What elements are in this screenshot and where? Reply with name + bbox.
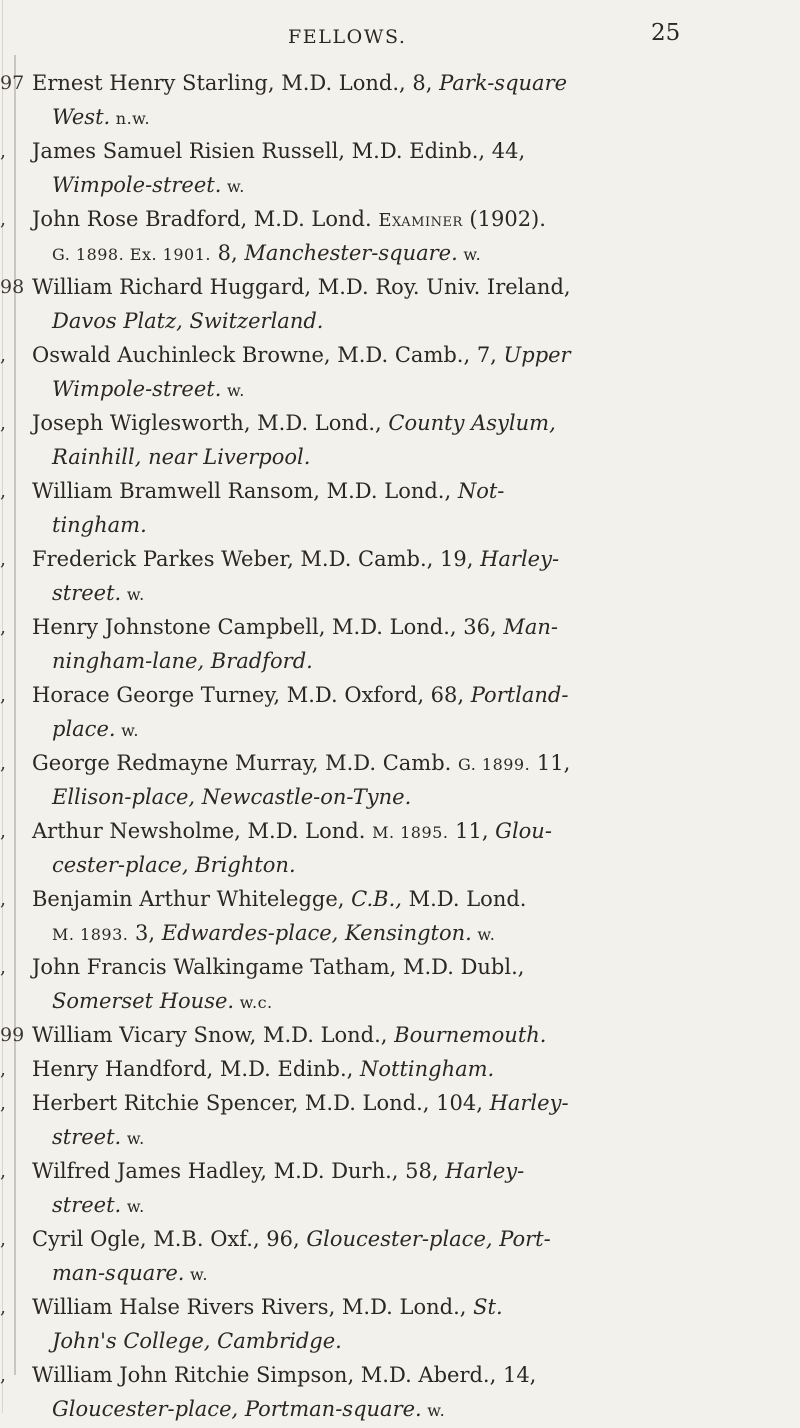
entry-line-continued [0, 1120, 800, 1154]
entry-text: Bournemouth. [394, 1023, 547, 1047]
entry-text: William Vicary Snow, M.D. Lond., [32, 1023, 395, 1047]
entry-text: w.c. [234, 993, 273, 1012]
entry-line-first [0, 406, 800, 440]
entry-text: William John Ritchie Simpson, M.D. Aberd., 14, [32, 1363, 537, 1387]
entry-text: cester-place, Brighton. [52, 853, 296, 877]
year-marker: , [0, 616, 7, 638]
entry-text: tingham. [52, 513, 147, 537]
entry-line-continued [0, 1188, 800, 1222]
entry-text: ningham-lane, Bradford. [52, 649, 313, 673]
entry-text: St. [473, 1295, 503, 1319]
entry-line-continued [0, 984, 800, 1018]
year-marker: , [0, 1364, 7, 1386]
entry-line-continued [0, 780, 800, 814]
entry-text: Frederick Parkes Weber, M.D. Camb., 19, [32, 547, 481, 571]
entry-line-first [0, 1086, 800, 1120]
fellow-entry [0, 338, 800, 406]
fellows-list [0, 66, 800, 1426]
entry-line-continued [0, 100, 800, 134]
entry-line-continued [0, 1256, 800, 1290]
entry-line-first [0, 1154, 800, 1188]
entry-text: Wimpole-street. [52, 173, 222, 197]
year-marker: , [0, 820, 7, 842]
year-marker: , [0, 1058, 7, 1080]
entry-text: Henry Handford, M.D. Edinb., [32, 1057, 360, 1081]
entry-text: w. [221, 177, 245, 196]
entry-line-first [0, 202, 800, 236]
entry-text: w. [121, 1129, 145, 1148]
entry-text: Manchester-square. [244, 241, 458, 265]
entry-line-continued [0, 1392, 800, 1426]
entry-line-continued [0, 916, 800, 950]
year-marker: , [0, 480, 7, 502]
entry-text: Herbert Ritchie Spencer, M.D. Lond., 104, [32, 1091, 490, 1115]
entry-text: man-square. [52, 1261, 185, 1285]
entry-line-first [0, 950, 800, 984]
entry-text: Portland- [470, 683, 569, 707]
entry-text: George Redmayne Murray, M.D. Camb. [32, 751, 458, 775]
entry-line-continued [0, 576, 800, 610]
entry-text: street. [52, 1125, 122, 1149]
entry-text: w. [457, 245, 482, 264]
entry-text: street. [52, 581, 122, 605]
fellow-entry [0, 1086, 800, 1154]
entry-text: w. [121, 1197, 145, 1216]
entry-line-first [0, 610, 800, 644]
entry-text: Benjamin Arthur Whitelegge, [32, 887, 352, 911]
page-title: FELLOWS. [288, 26, 407, 48]
entry-text: Cyril Ogle, M.B. Oxf., 96, [32, 1227, 307, 1251]
entry-text: w. [221, 381, 245, 400]
fellow-entry [0, 882, 800, 950]
entry-text: 8, [210, 241, 245, 265]
entry-text: w. [115, 721, 140, 740]
entry-text: Joseph Wiglesworth, M.D. Lond., [32, 411, 389, 435]
fellow-entry [0, 1018, 800, 1052]
year-marker: 98 [0, 276, 25, 298]
entry-text: Ernest Henry Starling, M.D. Lond., 8, [32, 71, 440, 95]
entry-text: Wimpole-street. [52, 377, 222, 401]
entry-text: n.w. [110, 109, 151, 128]
entry-text: street. [52, 1193, 122, 1217]
entry-line-first [0, 474, 800, 508]
entry-text: William Richard Huggard, M.D. Roy. Univ. Ireland, [32, 275, 571, 299]
fellow-entry [0, 202, 800, 270]
entry-text: place. [52, 717, 116, 741]
entry-text: John Rose Bradford, M.D. Lond. [32, 207, 379, 231]
entry-text: (1902). [462, 207, 546, 231]
year-marker: , [0, 752, 7, 774]
entry-line-first [0, 882, 800, 916]
entry-line-continued [0, 848, 800, 882]
entry-text: C.B., [351, 887, 402, 911]
entry-line-continued [0, 304, 800, 338]
entry-text: w. [471, 925, 496, 944]
entry-line-first [0, 270, 800, 304]
entry-line-first [0, 1358, 800, 1392]
year-marker: 99 [0, 1024, 25, 1046]
year-marker: , [0, 344, 7, 366]
year-marker: , [0, 208, 7, 230]
entry-line-continued [0, 440, 800, 474]
entry-text: G. 1899. [458, 755, 531, 774]
entry-text: Not- [457, 479, 505, 503]
fellow-entry [0, 950, 800, 1018]
entry-line-first [0, 1290, 800, 1324]
entry-text: Harley- [445, 1159, 525, 1183]
entry-line-first [0, 134, 800, 168]
entry-line-first [0, 678, 800, 712]
entry-text: G. 1898. Ex. 1901. [52, 245, 211, 264]
fellow-entry [0, 1290, 800, 1358]
entry-text: M. 1893. [52, 925, 129, 944]
entry-line-continued [0, 712, 800, 746]
year-marker: , [0, 412, 7, 434]
year-marker: , [0, 888, 7, 910]
entry-line-first [0, 66, 800, 100]
year-marker: , [0, 1228, 7, 1250]
year-marker: , [0, 1296, 7, 1318]
entry-text: Glou- [495, 819, 552, 843]
year-marker: 97 [0, 72, 25, 94]
entry-text: Horace George Turney, M.D. Oxford, 68, [32, 683, 471, 707]
entry-line-first [0, 338, 800, 372]
entry-text: Edwardes-place, Kensington. [161, 921, 472, 945]
entry-line-first [0, 746, 800, 780]
year-marker: , [0, 684, 7, 706]
entry-text: Rainhill, near Liverpool. [52, 445, 311, 469]
entry-text: Gloucester-place, Port- [306, 1227, 551, 1251]
entry-line-continued [0, 644, 800, 678]
entry-line-first [0, 1018, 800, 1052]
fellow-entry [0, 1358, 800, 1426]
entry-text: Man- [503, 615, 558, 639]
entry-text: Henry Johnstone Campbell, M.D. Lond., 36, [32, 615, 504, 639]
entry-text: Somerset House. [52, 989, 235, 1013]
entry-line-first [0, 542, 800, 576]
fellow-entry [0, 134, 800, 202]
entry-text: Park-square [439, 71, 568, 95]
entry-text: William Bramwell Ransom, M.D. Lond., [32, 479, 458, 503]
year-marker: , [0, 956, 7, 978]
entry-text: Ellison-place, Newcastle-on-Tyne. [52, 785, 412, 809]
entry-text: Harley- [480, 547, 560, 571]
entry-line-first [0, 1052, 800, 1086]
fellow-entry [0, 474, 800, 542]
entry-line-continued [0, 508, 800, 542]
entry-line-continued [0, 236, 800, 270]
entry-text: County Asylum, [388, 411, 556, 435]
fellow-entry [0, 610, 800, 678]
entry-line-first [0, 814, 800, 848]
fellow-entry [0, 1052, 800, 1086]
entry-text: 3, [128, 921, 162, 945]
fellow-entry [0, 1154, 800, 1222]
entry-text: Oswald Auchinleck Browne, M.D. Camb., 7, [32, 343, 504, 367]
entry-text: Gloucester-place, Portman-square. [52, 1397, 422, 1421]
entry-text: w. [421, 1401, 446, 1420]
entry-text: Examiner [378, 210, 463, 231]
fellow-entry [0, 406, 800, 474]
fellow-entry [0, 746, 800, 814]
fellow-entry [0, 1222, 800, 1290]
entry-text: 11, [530, 751, 571, 775]
entry-text: Wilfred James Hadley, M.D. Durh., 58, [32, 1159, 446, 1183]
entry-text: Harley- [489, 1091, 569, 1115]
entry-text: M.D. Lond. [401, 887, 527, 911]
entry-text: Davos Platz, Switzerland. [52, 309, 324, 333]
entry-text: M. 1895. [372, 823, 449, 842]
page-number: 25 [651, 20, 681, 46]
entry-text: Arthur Newsholme, M.D. Lond. [32, 819, 373, 843]
year-marker: , [0, 1160, 7, 1182]
fellow-entry [0, 270, 800, 338]
entry-text: 11, [448, 819, 496, 843]
entry-text: w. [184, 1265, 208, 1284]
entry-text: John Francis Walkingame Tatham, M.D. Dubl., [32, 955, 525, 979]
year-marker: , [0, 140, 7, 162]
entry-text: West. [52, 105, 111, 129]
entry-text: William Halse Rivers Rivers, M.D. Lond., [32, 1295, 474, 1319]
entry-text: James Samuel Risien Russell, M.D. Edinb., 44, [32, 139, 526, 163]
entry-line-continued [0, 1324, 800, 1358]
fellow-entry [0, 66, 800, 134]
entry-text: John's College, Cambridge. [52, 1329, 342, 1353]
entry-text: w. [121, 585, 145, 604]
fellow-entry [0, 542, 800, 610]
entry-line-continued [0, 372, 800, 406]
fellow-entry [0, 678, 800, 746]
year-marker: , [0, 1092, 7, 1114]
entry-text: Upper [503, 343, 571, 367]
entry-line-continued [0, 168, 800, 202]
running-head [0, 20, 800, 56]
entry-text: Nottingham. [360, 1057, 495, 1081]
fellow-entry [0, 814, 800, 882]
entry-line-first [0, 1222, 800, 1256]
year-marker: , [0, 548, 7, 570]
